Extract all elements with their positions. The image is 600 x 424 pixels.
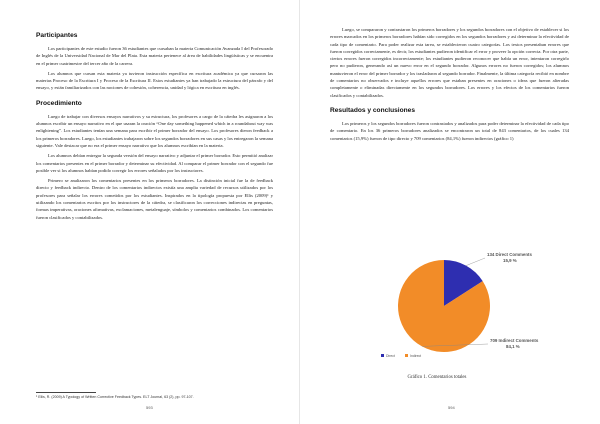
data-label-direct: 134 Direct Comments — [487, 252, 532, 257]
paragraph: Los primeros y los segundos borradores fueron contrastados y analizados para poder determinar la efectividad de cada tipo de comentario. En los 36 primeros borradores analizados se encontraron un total de 843 comentarios, de los cuales 134 comentarios (15,9%) fueron de tipo directo y 709 comentarios (84,1%) fueron indirectos (gráfico 1) — [330, 120, 569, 141]
legend-label-indirect: Indirect — [410, 354, 422, 358]
paragraph: Primero se analizaron los comentarios presentes en los primeros borradores. La distinción inicial fue la de feedback directo y feedback indirecto. Dentro de los comentarios indirectos existía una amplia variedad de recursos utilizados por los profesores para señalar los errores cometidos por los estudiantes. Inspirados en la tipología propuesta por Ellis (2009)¹ y utilizando los comentarios escritos por los instructores de la cátedra, se clasificaron los correcciones indirectas en preguntas, formas imperativas, oraciones afirmativas, exclamaciones, metalenguaje, símbolos y comentarios combinados. Los comentarios fueron clasificados y contabilizados. — [36, 178, 273, 220]
page-number-left: 593 — [146, 405, 153, 410]
chart-caption: Gráfico 1. Comentarios totales — [407, 375, 467, 380]
section-title-participantes: Participantes — [36, 32, 78, 39]
right-page — [300, 0, 600, 424]
left-column — [36, 28, 273, 224]
footnote: ¹ Ellis, R. (2009) A Typology of Written Corrective Feedback Types. ELT Journal, 63 (2), pp. 97-107. — [36, 395, 194, 399]
paragraph: Los alumnos debían entregar la segunda versión del ensayo narrativo y adjuntar el primer borrador. Esto permitió analizar los comentarios presentes en el primer borrador y determinar su efectividad. Al comparar el primer borrador con el segundo fue posible ver si los alumnos habían podido corregir los errores señalados por los instructores. — [36, 153, 273, 173]
paragraph: Los alumnos que cursan esta materia ya tuvieron instrucción específica en escritura académica ya que cursaron las materias Proceso de la Escritura I y Proceso de la Escritura II. Estos estudiantes ya han trabajado la estructura del párrafo y del ensayo, y están familiarizados con las nociones de cohesión, coherencia, unidad y lógica en escritura en inglés. — [36, 70, 273, 91]
paragraph: Luego, se compararon y contrastaron los primeros borradores y los segundos borradores con el objetivo de establecer si los errores marcados en los primeros borradores habían sido corregidos en los segundos borradores y así determinar la efectividad de cada tipo de comentario. Para poder realizar esta tarea, se establecieron cuatro categorías. Los textos presentaban errores que fueron corregidos correctamente, es decir, los estudiantes pudieron identificar el error y proveer la opción correcta. Por otra parte, ciertos errores fueron corregidos incorrectamente; los estudiantes pudieron reconocer que había un error, intentaron corregirlo pero no pudieron, generando así un nuevo error en el segundo borrador. Algunos errores no fueron corregidos; los alumnos mantuvieron el error del primer borrador y los trasladaron al segundo borrador. Finalmente, la última categoría recibió en nombre de comentarios no observados e incluye aquellos errores que estaban presentes en oraciones o ideas que fueron alteradas completamente o eliminadas directamente en los segundos borradores. Los errores y los efectos de los comentarios fueron clasificados y contabilizados. — [330, 27, 569, 98]
data-label-direct: 15,9 % — [503, 258, 517, 263]
footnote-divider — [36, 392, 96, 393]
right-column — [330, 26, 569, 145]
section-title-procedimiento: Procedimiento — [36, 99, 82, 107]
data-label-indirect: 84,1 % — [506, 344, 520, 349]
pie-slices — [398, 260, 490, 352]
legend-label-direct: Direct — [386, 354, 395, 358]
page-number-right: 594 — [448, 405, 455, 410]
section-title-resultados: Resultados y conclusiones — [330, 106, 416, 114]
pie-chart — [369, 246, 564, 364]
legend-swatch-indirect — [405, 354, 408, 357]
legend-swatch-direct — [381, 354, 384, 357]
data-label-indirect: 709 Indirect Comments — [490, 338, 539, 343]
paragraph: Luego de trabajar con diversos ensayos narrativos y su estructura, los profesores a cargo de la cátedra les asignaron a los alumnos escribir un ensayo narrativo en el que usaran la oración “One day something happened which in a roundabout way was enlightening”. Los estudiantes tenían una semana para escribir el primer borrador del ensayo. Los profesores dieron feedback a los primeros borradores. Luego, los estudiantes trabajaron sobre los segundos borradores en sus casas y los entregaron la semana siguiente. Vale destacar que no era el primer ensayo narrativo que los alumnos escribían en la materia. — [36, 113, 273, 148]
paragraph: Los participantes de este estudio fueron 36 estudiantes que cursaban la materia Comunicación Avanzada I del Profesorado de Inglés de la Universidad Nacional de Mar del Plata. Esta materia pertenece al área de habilidades lingüísticas y se encuentra en el primer cuatrimestre del tercer año de la carrera. — [36, 46, 273, 66]
